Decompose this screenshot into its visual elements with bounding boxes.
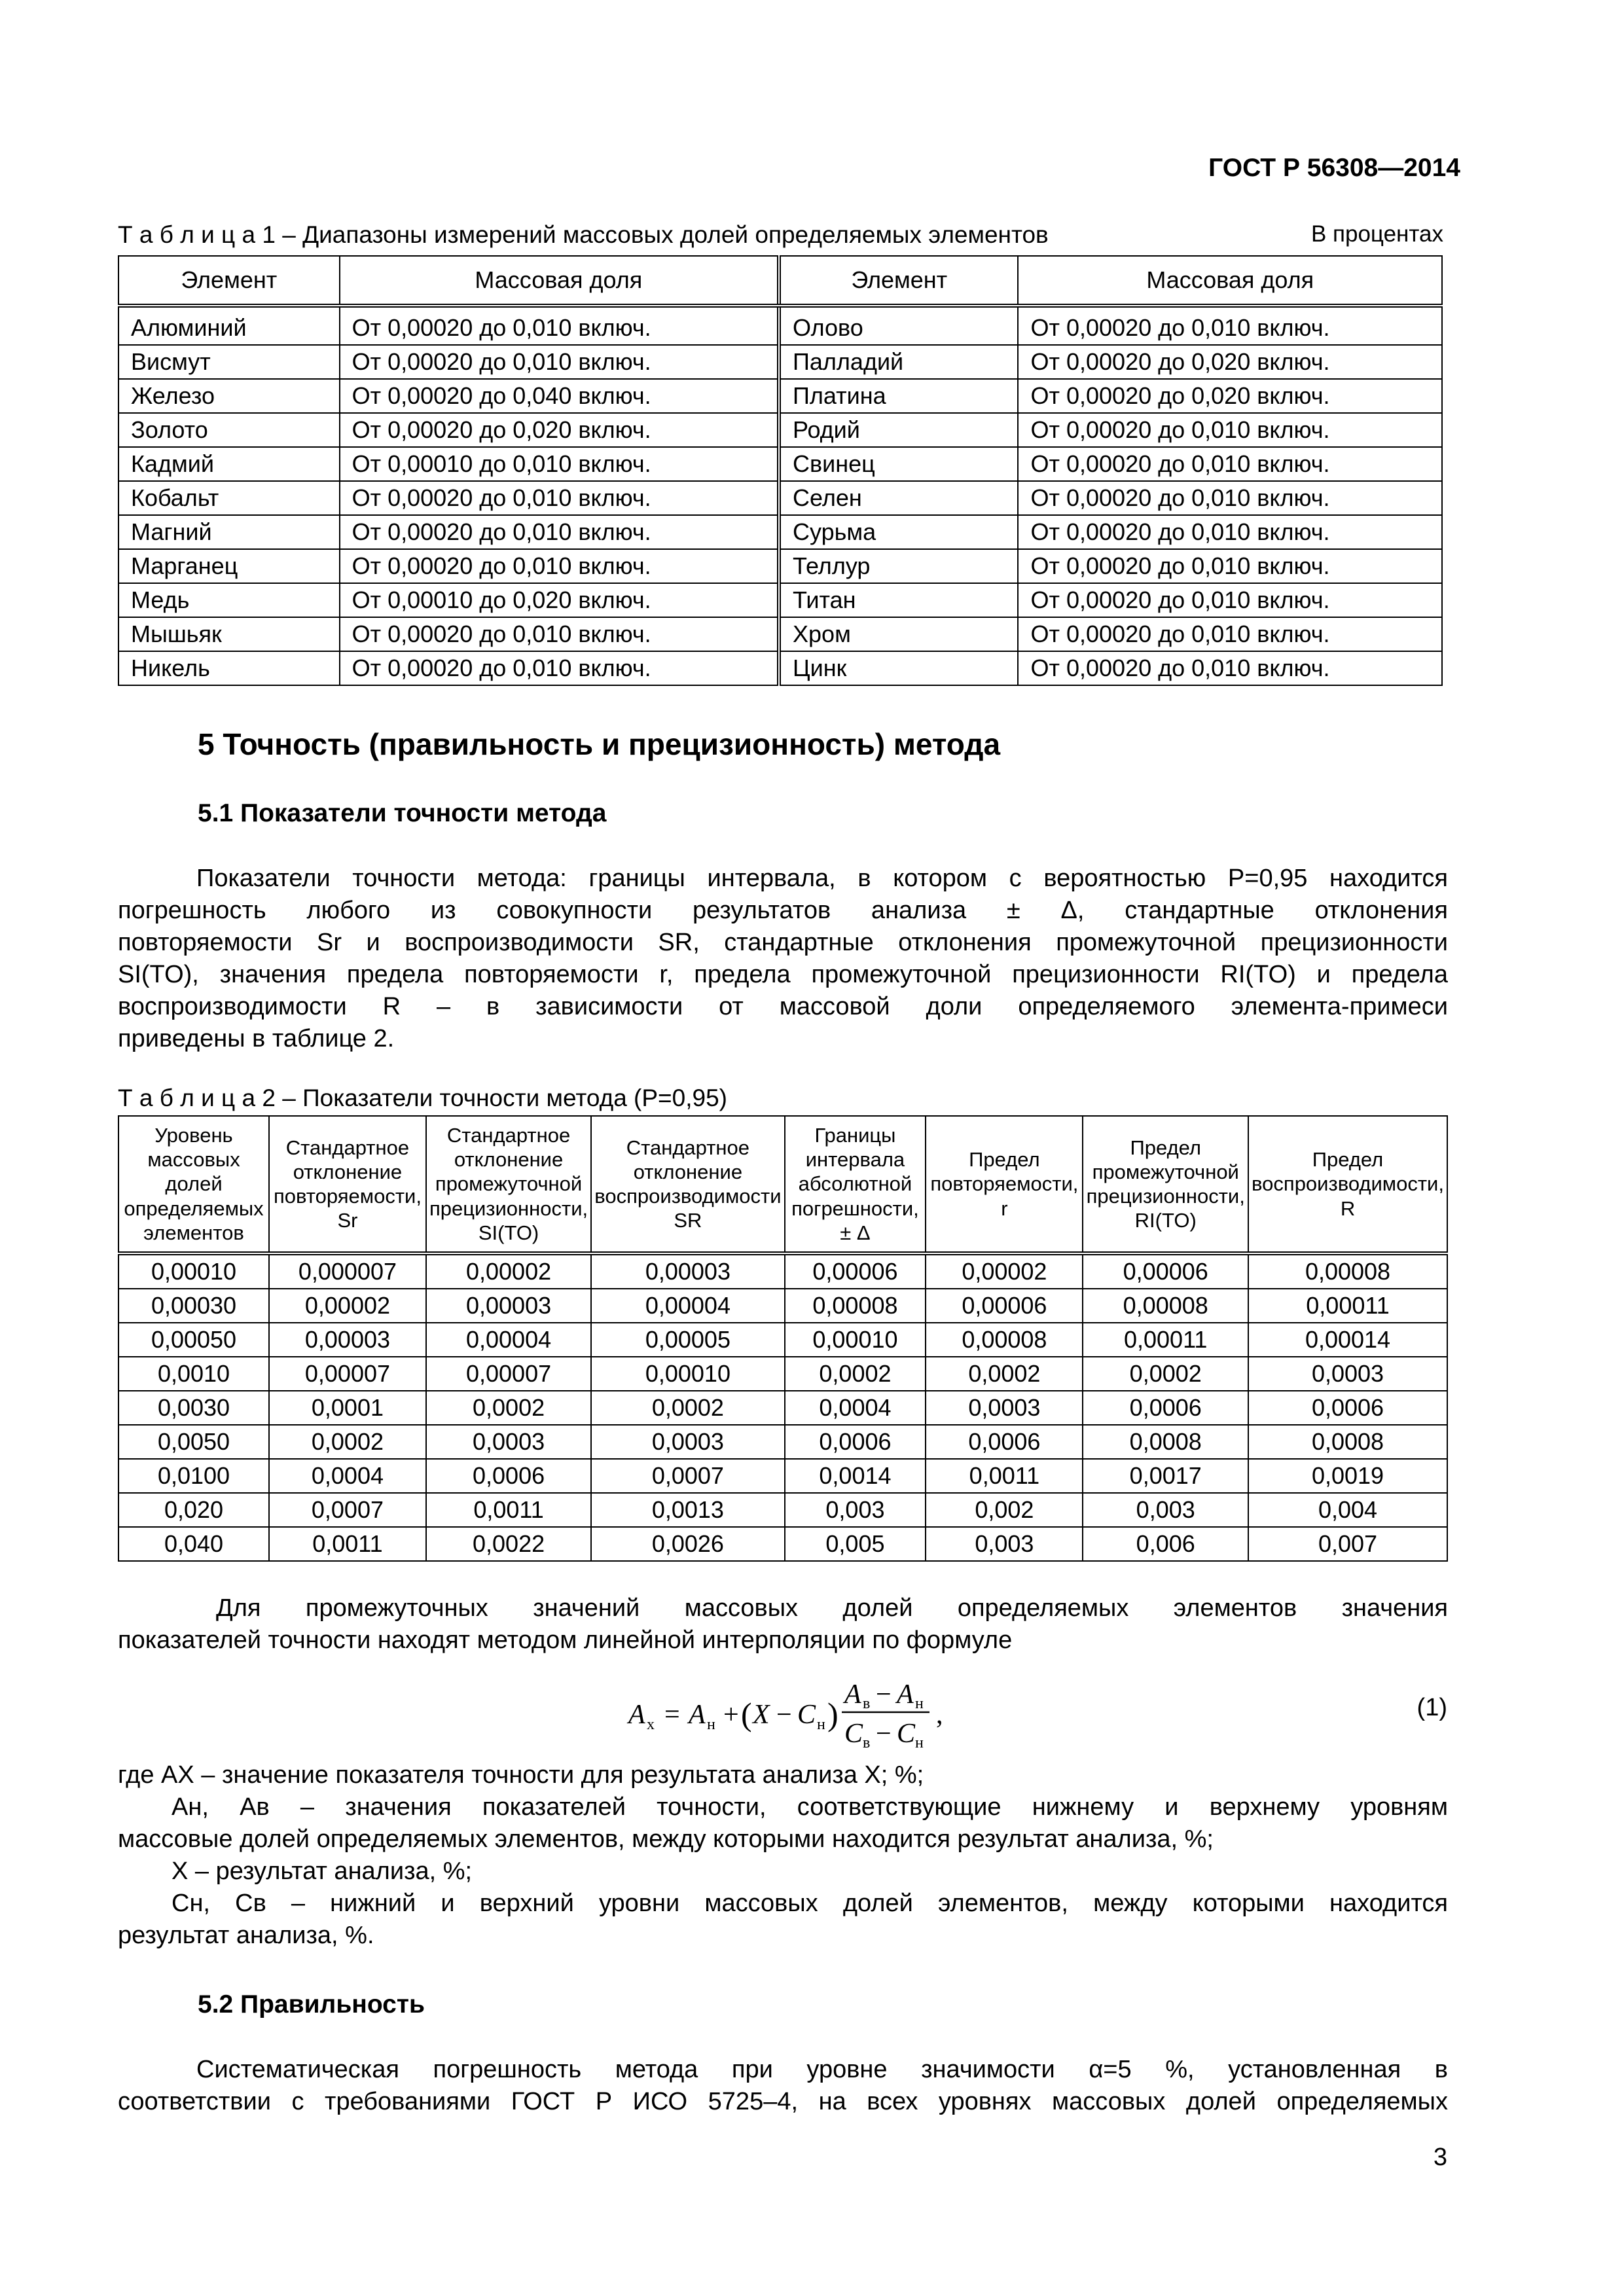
table2-cell: 0,00003 [591,1253,784,1289]
table2-body [118,1253,1447,1561]
table1-cell-fraction: От 0,00020 до 0,020 включ. [1018,379,1442,413]
table2-cell: 0,00008 [785,1289,926,1323]
legend-line: Aн, Aв – значения показателей точности, соответствующие нижнему и верхнему уровням [171,1793,1448,1821]
table2-cell: 0,0013 [591,1493,784,1527]
table1-cell-fraction: От 0,00010 до 0,010 включ. [340,447,779,481]
table1-cell-fraction: От 0,00020 до 0,020 включ. [1018,345,1442,379]
table2-cell: 0,0100 [118,1459,269,1493]
table1-row [118,617,1442,651]
table1-cell-fraction: От 0,00020 до 0,010 включ. [340,617,779,651]
table2-cell: 0,00008 [926,1323,1083,1357]
table2-header-cell: Стандартное отклонение промежуточной прецизионности, SI(TO) [426,1116,591,1253]
table1-caption: Т а б л и ц а 1 – Диапазоны измерений массовых долей определяемых элементов [118,221,1049,248]
table2-row [118,1357,1447,1391]
table2-cell: 0,00008 [1083,1289,1248,1323]
table1-cell-element: Железо [118,379,340,413]
table2-cell: 0,004 [1248,1493,1447,1527]
table2-cell: 0,0004 [269,1459,426,1493]
table1-row [118,447,1442,481]
table2-cell: 0,0008 [1083,1425,1248,1459]
paragraph-line: показателей точности находят методом линейной интерполяции по формуле [118,1626,1013,1654]
svg-text:A: A [844,1679,861,1710]
table2-cell: 0,00005 [591,1323,784,1357]
svg-text:C: C [844,1719,863,1749]
table2-cell: 0,0006 [1083,1391,1248,1425]
table1-cell-element: Олово [779,306,1018,345]
svg-text:−: − [876,1679,892,1710]
table1-cell-fraction: От 0,00010 до 0,020 включ. [340,583,779,617]
table1-measurement-ranges [118,255,1443,686]
svg-text:A: A [897,1679,914,1710]
table2-row [118,1253,1447,1289]
table2-cell: 0,0008 [1248,1425,1447,1459]
table1-cell-element: Палладий [779,345,1018,379]
table2-cell: 0,00004 [426,1323,591,1357]
table2-cell: 0,005 [785,1527,926,1561]
table2-cell: 0,00011 [1083,1323,1248,1357]
table1-cell-fraction: От 0,00020 до 0,010 включ. [1018,481,1442,515]
table2-cell: 0,0002 [1083,1357,1248,1391]
table2-header-cell: Предел промежуточной прецизионности, RI(TO) [1083,1116,1248,1253]
table2-cell: 0,00002 [926,1253,1083,1289]
paragraph-line: погрешность любого из совокупности результатов анализа ± Δ, стандартные отклонения [118,897,1448,924]
table2-cell: 0,0007 [269,1493,426,1527]
table1-cell-element: Сурьма [779,515,1018,549]
table1-cell-element: Золото [118,413,340,447]
table1-cell-fraction: От 0,00020 до 0,010 включ. [1018,651,1442,685]
table2-cell: 0,040 [118,1527,269,1561]
section5-title: 5 Точность (правильность и прецизионность) метода [198,727,1001,761]
table1-cell-element: Родий [779,413,1018,447]
table2-cell: 0,007 [1248,1527,1447,1561]
table1-row [118,651,1442,685]
paragraph-line: Систематическая погрешность метода при уровне значимости α=5 %, установленная в [196,2056,1448,2083]
legend-line: Cн, Cв – нижний и верхний уровни массовых долей элементов, между которыми находится [171,1890,1448,1917]
table2-cell: 0,002 [926,1493,1083,1527]
table1-cell-fraction: От 0,00020 до 0,010 включ. [340,306,779,345]
table2-cell: 0,0011 [426,1493,591,1527]
table1-cell-fraction: От 0,00020 до 0,010 включ. [1018,549,1442,583]
table1-cell-fraction: От 0,00020 до 0,010 включ. [340,345,779,379]
table1-cell-fraction: От 0,00020 до 0,010 включ. [1018,583,1442,617]
svg-text:+: + [723,1700,739,1730]
table2-cell: 0,00010 [118,1253,269,1289]
table2-caption: Т а б л и ц а 2 – Показатели точности метода (P=0,95) [118,1085,727,1111]
svg-text:х: х [647,1716,655,1733]
table1-row [118,515,1442,549]
table2-cell: 0,00011 [1248,1289,1447,1323]
table2-cell: 0,0014 [785,1459,926,1493]
table2-cell: 0,00006 [785,1253,926,1289]
table2-cell: 0,0006 [926,1425,1083,1459]
table2-cell: 0,0002 [269,1425,426,1459]
page-number: 3 [1433,2144,1447,2171]
svg-text:н: н [707,1716,715,1733]
table2-cell: 0,00006 [926,1289,1083,1323]
table1-cell-element: Кадмий [118,447,340,481]
paragraph-line: Для промежуточных значений массовых долей определяемых элементов значения [216,1594,1448,1622]
table2-row [118,1323,1447,1357]
table1-cell-element: Теллур [779,549,1018,583]
legend-line: результат анализа, %. [118,1922,374,1949]
table1-row [118,481,1442,515]
table1-cell-element: Цинк [779,651,1018,685]
table2-row [118,1289,1447,1323]
table1-row [118,345,1442,379]
table1-cell-fraction: От 0,00020 до 0,010 включ. [340,515,779,549]
table1-cell-fraction: От 0,00020 до 0,020 включ. [340,413,779,447]
table2-row [118,1425,1447,1459]
table1-cell-element: Платина [779,379,1018,413]
table2-cell: 0,00002 [426,1253,591,1289]
table1-row [118,549,1442,583]
table2-cell: 0,00004 [591,1289,784,1323]
table2-cell: 0,0004 [785,1391,926,1425]
table2-cell: 0,00010 [785,1323,926,1357]
svg-text:C: C [897,1719,916,1749]
table1-cell-element: Марганец [118,549,340,583]
table1-cell-element: Мышьяк [118,617,340,651]
table1-cell-element: Никель [118,651,340,685]
table2-header-cell: Стандартное отклонение воспроизводимости SR [591,1116,784,1253]
table1-row [118,379,1442,413]
table1-cell-element: Селен [779,481,1018,515]
table2-cell: 0,000007 [269,1253,426,1289]
formula-number: (1) [1416,1694,1447,1721]
document-id-header: ГОСТ Р 56308—2014 [1208,154,1460,182]
table2-cell: 0,00007 [269,1357,426,1391]
paragraph-line: приведены в таблице 2. [118,1025,395,1052]
table2-cell: 0,0001 [269,1391,426,1425]
table1-cell-fraction: От 0,00020 до 0,010 включ. [340,549,779,583]
table1-header-element: Элемент [779,256,1018,306]
table2-cell: 0,0007 [591,1459,784,1493]
paragraph-line: повторяемости Sr и воспроизводимости SR, стандартные отклонения промежуточной прецизионности [118,929,1448,956]
svg-text:A: A [689,1700,706,1730]
table2-header-cell: Предел повторяемости, r [926,1116,1083,1253]
table2-cell: 0,0050 [118,1425,269,1459]
table2-cell: 0,00003 [269,1323,426,1357]
table2-cell: 0,0003 [591,1425,784,1459]
section52-title: 5.2 Правильность [198,1990,425,2018]
svg-text:(: ( [741,1696,752,1732]
table2-cell: 0,00006 [1083,1253,1248,1289]
table2-accuracy-indicators [118,1115,1448,1562]
table2-cell: 0,00050 [118,1323,269,1357]
paragraph-line: воспроизводимости R – в зависимости от массовой доли определяемого элемента-примеси [118,993,1448,1020]
table2-cell: 0,0003 [1248,1357,1447,1391]
table1-header-fraction: Массовая доля [1018,256,1442,306]
svg-text:н: н [817,1716,825,1733]
table2-cell: 0,0006 [1248,1391,1447,1425]
svg-text:,: , [936,1700,943,1730]
table2-cell: 0,003 [785,1493,926,1527]
table2-cell: 0,0002 [591,1391,784,1425]
svg-text:=: = [664,1700,680,1730]
table1-row [118,413,1442,447]
table1-cell-fraction: От 0,00020 до 0,010 включ. [1018,617,1442,651]
table2-header-row [118,1116,1447,1253]
table2-cell: 0,00003 [426,1289,591,1323]
table2-cell: 0,003 [926,1527,1083,1561]
table2-cell: 0,00010 [591,1357,784,1391]
table1-cell-fraction: От 0,00020 до 0,010 включ. [1018,447,1442,481]
svg-text:в: в [863,1734,871,1751]
table2-cell: 0,0011 [269,1527,426,1561]
table2-cell: 0,006 [1083,1527,1248,1561]
table1-cell-element: Медь [118,583,340,617]
paragraph-line: соответствии с требованиями ГОСТ Р ИСО 5725–4, на всех уровнях массовых долей определяемых [118,2088,1448,2115]
table2-row [118,1527,1447,1561]
table1-header-fraction: Массовая доля [340,256,779,306]
table1-cell-fraction: От 0,00020 до 0,010 включ. [1018,306,1442,345]
table1-cell-element: Свинец [779,447,1018,481]
table1-cell-element: Титан [779,583,1018,617]
table1-unit: В процентах [1310,221,1443,247]
interpolation-formula [628,1669,995,1754]
table1-cell-fraction: От 0,00020 до 0,010 включ. [340,481,779,515]
table2-row [118,1391,1447,1425]
svg-text:C: C [797,1700,816,1730]
legend-line: массовые долей определяемых элементов, между которыми находится результат анализа, %; [118,1825,1214,1853]
table2-row [118,1459,1447,1493]
table2-cell: 0,0010 [118,1357,269,1391]
table2-cell: 0,0011 [926,1459,1083,1493]
table2-cell: 0,0003 [426,1425,591,1459]
table2-cell: 0,0022 [426,1527,591,1561]
table2-cell: 0,0003 [926,1391,1083,1425]
table2-header-cell: Предел воспроизводимости, R [1248,1116,1447,1253]
table2-cell: 0,0019 [1248,1459,1447,1493]
svg-text:X: X [753,1700,770,1730]
table2-cell: 0,0006 [785,1425,926,1459]
table1-cell-element: Магний [118,515,340,549]
table1-row [118,306,1442,345]
table1-cell-element: Алюминий [118,306,340,345]
svg-text:−: − [876,1719,892,1749]
table2-cell: 0,0006 [426,1459,591,1493]
svg-text:в: в [863,1695,871,1712]
table2-cell: 0,0017 [1083,1459,1248,1493]
table2-cell: 0,0030 [118,1391,269,1425]
table2-cell: 0,00008 [1248,1253,1447,1289]
table2-header-cell: Стандартное отклонение повторяемости, Sr [269,1116,426,1253]
table1-cell-fraction: От 0,00020 до 0,010 включ. [340,651,779,685]
svg-text:−: − [776,1700,792,1730]
table1-cell-fraction: От 0,00020 до 0,010 включ. [1018,515,1442,549]
table1-cell-fraction: От 0,00020 до 0,040 включ. [340,379,779,413]
section51-title: 5.1 Показатели точности метода [198,799,607,827]
paragraph-line: SI(TO), значения предела повторяемости r, предела промежуточной прецизионности RI(TO) и предела [118,961,1448,988]
legend-line: где AX – значение показателя точности для результата анализа X; %; [118,1761,924,1789]
table2-row [118,1493,1447,1527]
table2-cell: 0,00030 [118,1289,269,1323]
table2-header-cell: Границы интервала абсолютной погрешности, ± Δ [785,1116,926,1253]
table1-cell-fraction: От 0,00020 до 0,010 включ. [1018,413,1442,447]
table1-row [118,583,1442,617]
paragraph-line: Показатели точности метода: границы интервала, в котором с вероятностью P=0,95 находится [196,865,1448,892]
table1-cell-element: Хром [779,617,1018,651]
svg-text:A: A [628,1700,645,1730]
table2-cell: 0,00014 [1248,1323,1447,1357]
table2-cell: 0,020 [118,1493,269,1527]
table1-cell-element: Кобальт [118,481,340,515]
table1-body [118,306,1442,685]
svg-text:н: н [915,1695,924,1712]
table2-header-cell: Уровень массовых долей определяемых элементов [118,1116,269,1253]
table2-cell: 0,003 [1083,1493,1248,1527]
table1-header-element: Элемент [118,256,340,306]
table1-caption-block [118,219,1443,251]
legend-line: X – результат анализа, %; [171,1857,473,1885]
table2-cell: 0,0026 [591,1527,784,1561]
table2-cell: 0,00007 [426,1357,591,1391]
table2-cell: 0,0002 [785,1357,926,1391]
table2-cell: 0,00002 [269,1289,426,1323]
table1-cell-element: Висмут [118,345,340,379]
table2-cell: 0,0002 [926,1357,1083,1391]
table2-cell: 0,0002 [426,1391,591,1425]
svg-text:н: н [915,1734,924,1751]
svg-text:): ) [827,1696,839,1732]
